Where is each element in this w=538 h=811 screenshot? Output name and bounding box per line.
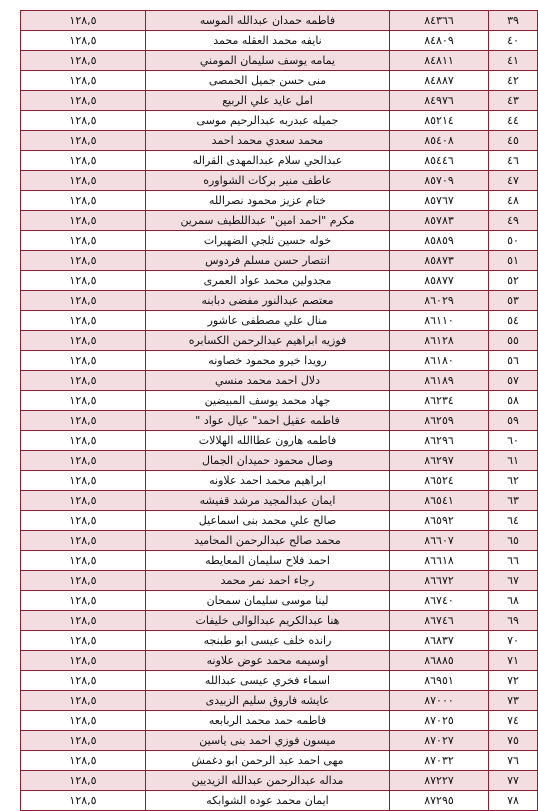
row-score-cell: ١٢٨,٥ (21, 651, 146, 671)
row-score-cell: ١٢٨,٥ (21, 611, 146, 631)
table-row (21, 771, 538, 791)
row-name-cell: مجدولين محمد عواد العمرى (146, 271, 390, 291)
table-row (21, 571, 538, 591)
row-number-cell: ٨٥٤٤٦ (390, 151, 489, 171)
row-sequence-cell: ٥٧ (489, 371, 538, 391)
row-sequence-cell: ٧٢ (489, 671, 538, 691)
row-score-cell: ١٢٨,٥ (21, 531, 146, 551)
row-name-cell: فاطمه عقيل احمد" عيال عواد " (146, 411, 390, 431)
table-row (21, 171, 538, 191)
row-sequence-cell: ٥١ (489, 251, 538, 271)
row-name-cell: ختام عزيز محمود نصرالله (146, 191, 390, 211)
row-number-cell: ٨٥٧٨٣ (390, 211, 489, 231)
row-sequence-cell: ٦٤ (489, 511, 538, 531)
row-name-cell: عايشه فاروق سليم الزبيدى (146, 691, 390, 711)
row-sequence-cell: ٤١ (489, 51, 538, 71)
row-name-cell: جميله عبدربه عبدالرحيم موسى (146, 111, 390, 131)
row-name-cell: ميسون فوزي احمد بنى ياسين (146, 731, 390, 751)
row-name-cell: جهاد محمد يوسف المبيضين (146, 391, 390, 411)
row-score-cell: ١٢٨,٥ (21, 511, 146, 531)
row-name-cell: ايمان عبدالمجيد مرشد قفيشه (146, 491, 390, 511)
row-name-cell: ابراهيم محمد احمد علاونه (146, 471, 390, 491)
row-name-cell: احمد فلاح سليمان المعايطه (146, 551, 390, 571)
row-number-cell: ٨٦٢٥٩ (390, 411, 489, 431)
table-row (21, 431, 538, 451)
row-score-cell: ١٢٨,٥ (21, 691, 146, 711)
row-number-cell: ٨٤٣٦٦ (390, 11, 489, 31)
row-sequence-cell: ٦٥ (489, 531, 538, 551)
row-sequence-cell: ٣٩ (489, 11, 538, 31)
table-row (21, 311, 538, 331)
names-table-body (21, 11, 538, 811)
row-number-cell: ٨٥٨٥٩ (390, 231, 489, 251)
row-number-cell: ٨٦١١٠ (390, 311, 489, 331)
row-number-cell: ٨٦١٨٠ (390, 351, 489, 371)
row-score-cell: ١٢٨,٥ (21, 731, 146, 751)
row-score-cell: ١٢٨,٥ (21, 411, 146, 431)
table-row (21, 211, 538, 231)
row-number-cell: ٨٥٨٧٧ (390, 271, 489, 291)
row-number-cell: ٨٦٨٨٥ (390, 651, 489, 671)
row-number-cell: ٨٦٥٤١ (390, 491, 489, 511)
row-name-cell: محمد صالح عبدالرحمن المحاميد (146, 531, 390, 551)
row-sequence-cell: ٤٧ (489, 171, 538, 191)
row-score-cell: ١٢٨,٥ (21, 491, 146, 511)
row-sequence-cell: ٦٢ (489, 471, 538, 491)
row-number-cell: ٨٦٢٩٧ (390, 451, 489, 471)
table-row (21, 91, 538, 111)
row-score-cell: ١٢٨,٥ (21, 91, 146, 111)
table-row (21, 391, 538, 411)
table-row (21, 671, 538, 691)
table-row (21, 711, 538, 731)
row-sequence-cell: ٤٣ (489, 91, 538, 111)
row-number-cell: ٨٦٥٩٢ (390, 511, 489, 531)
table-row (21, 651, 538, 671)
row-sequence-cell: ٦٦ (489, 551, 538, 571)
row-name-cell: معتصم عبدالنور مفضى دبابنه (146, 291, 390, 311)
row-score-cell: ١٢٨,٥ (21, 571, 146, 591)
row-sequence-cell: ٧٨ (489, 791, 538, 811)
row-number-cell: ٨٧٠٢٧ (390, 731, 489, 751)
row-sequence-cell: ٤٢ (489, 71, 538, 91)
row-name-cell: عبدالحي سلام عبدالمهدى القراله (146, 151, 390, 171)
row-sequence-cell: ٥٣ (489, 291, 538, 311)
row-number-cell: ٨٦٧٤٦ (390, 611, 489, 631)
row-sequence-cell: ٧٥ (489, 731, 538, 751)
table-row (21, 351, 538, 371)
row-sequence-cell: ٧٦ (489, 751, 538, 771)
row-sequence-cell: ٧٠ (489, 631, 538, 651)
row-score-cell: ١٢٨,٥ (21, 191, 146, 211)
row-name-cell: ايمان محمد عوده الشوابكه (146, 791, 390, 811)
row-name-cell: انتصار حسن مسلم فردوس (146, 251, 390, 271)
row-name-cell: رجاء احمد نمر محمد (146, 571, 390, 591)
row-number-cell: ٨٤٨٠٩ (390, 31, 489, 51)
row-name-cell: اوسيمه محمد عوض علاونه (146, 651, 390, 671)
row-number-cell: ٨٧٠٢٥ (390, 711, 489, 731)
table-row (21, 411, 538, 431)
names-table (20, 10, 538, 811)
table-row (21, 591, 538, 611)
table-row (21, 31, 538, 51)
row-name-cell: رانده خلف عيسى ابو طبنجه (146, 631, 390, 651)
row-score-cell: ١٢٨,٥ (21, 371, 146, 391)
row-number-cell: ٨٦١٨٩ (390, 371, 489, 391)
row-sequence-cell: ٥٦ (489, 351, 538, 371)
row-score-cell: ١٢٨,٥ (21, 171, 146, 191)
row-score-cell: ١٢٨,٥ (21, 271, 146, 291)
row-name-cell: دلال احمد محمد منسي (146, 371, 390, 391)
table-row (21, 71, 538, 91)
row-sequence-cell: ٦٣ (489, 491, 538, 511)
row-number-cell: ٨٧٠٣٢ (390, 751, 489, 771)
row-name-cell: وصال محمود حميدان الجمال (146, 451, 390, 471)
row-number-cell: ٨٧٢٢٧ (390, 771, 489, 791)
table-row (21, 291, 538, 311)
table-row (21, 631, 538, 651)
row-number-cell: ٨٤٩٧٦ (390, 91, 489, 111)
row-name-cell: منى حسن جميل الحمصى (146, 71, 390, 91)
row-number-cell: ٨٦٦٠٧ (390, 531, 489, 551)
row-sequence-cell: ٥٠ (489, 231, 538, 251)
table-row (21, 791, 538, 811)
table-row (21, 531, 538, 551)
table-row (21, 491, 538, 511)
row-number-cell: ٨٦١٢٨ (390, 331, 489, 351)
row-number-cell: ٨٤٨٨٧ (390, 71, 489, 91)
row-sequence-cell: ٧٧ (489, 771, 538, 791)
row-name-cell: لينا موسى سليمان سمحان (146, 591, 390, 611)
row-number-cell: ٨٦٥٢٤ (390, 471, 489, 491)
row-sequence-cell: ٦١ (489, 451, 538, 471)
row-sequence-cell: ٤٨ (489, 191, 538, 211)
row-score-cell: ١٢٨,٥ (21, 471, 146, 491)
row-sequence-cell: ٦٠ (489, 431, 538, 451)
row-number-cell: ٨٦٦١٨ (390, 551, 489, 571)
table-row (21, 471, 538, 491)
row-score-cell: ١٢٨,٥ (21, 791, 146, 811)
row-number-cell: ٨٥٧٦٧ (390, 191, 489, 211)
row-name-cell: فاطمه حمد محمد الربابعه (146, 711, 390, 731)
row-name-cell: يمامه يوسف سليمان المومني (146, 51, 390, 71)
row-name-cell: نايفه محمد العقله محمد (146, 31, 390, 51)
row-score-cell: ١٢٨,٥ (21, 351, 146, 371)
row-sequence-cell: ٤٦ (489, 151, 538, 171)
row-name-cell: منال علي مصطفى عاشور (146, 311, 390, 331)
row-score-cell: ١٢٨,٥ (21, 451, 146, 471)
row-sequence-cell: ٥٥ (489, 331, 538, 351)
table-row (21, 611, 538, 631)
row-score-cell: ١٢٨,٥ (21, 291, 146, 311)
table-row (21, 331, 538, 351)
row-number-cell: ٨٦٦٧٢ (390, 571, 489, 591)
row-number-cell: ٨٥٤٠٨ (390, 131, 489, 151)
row-name-cell: مهى احمد عبد الرحمن ابو دغمش (146, 751, 390, 771)
row-sequence-cell: ٧٣ (489, 691, 538, 711)
row-name-cell: محمد سعدي محمد احمد (146, 131, 390, 151)
row-score-cell: ١٢٨,٥ (21, 111, 146, 131)
row-score-cell: ١٢٨,٥ (21, 631, 146, 651)
row-number-cell: ٨٦٧٤٠ (390, 591, 489, 611)
row-score-cell: ١٢٨,٥ (21, 591, 146, 611)
row-sequence-cell: ٥٤ (489, 311, 538, 331)
row-name-cell: مداله عبدالرحمن عبدالله الزيديين (146, 771, 390, 791)
table-row (21, 371, 538, 391)
row-number-cell: ٨٦٠٢٩ (390, 291, 489, 311)
row-number-cell: ٨٥٢١٤ (390, 111, 489, 131)
row-score-cell: ١٢٨,٥ (21, 151, 146, 171)
table-row (21, 51, 538, 71)
row-score-cell: ١٢٨,٥ (21, 311, 146, 331)
row-score-cell: ١٢٨,٥ (21, 251, 146, 271)
table-row (21, 691, 538, 711)
row-number-cell: ٨٦٢٣٤ (390, 391, 489, 411)
row-number-cell: ٨٦٢٩٦ (390, 431, 489, 451)
row-score-cell: ١٢٨,٥ (21, 431, 146, 451)
row-score-cell: ١٢٨,٥ (21, 751, 146, 771)
row-score-cell: ١٢٨,٥ (21, 71, 146, 91)
row-name-cell: فاطمه حمدان عبدالله الموسه (146, 11, 390, 31)
row-sequence-cell: ٦٩ (489, 611, 538, 631)
row-number-cell: ٨٧٢٩٥ (390, 791, 489, 811)
row-sequence-cell: ٤٩ (489, 211, 538, 231)
row-score-cell: ١٢٨,٥ (21, 211, 146, 231)
row-sequence-cell: ٦٧ (489, 571, 538, 591)
row-score-cell: ١٢٨,٥ (21, 391, 146, 411)
table-row (21, 231, 538, 251)
table-row (21, 151, 538, 171)
table-row (21, 751, 538, 771)
row-sequence-cell: ٤٠ (489, 31, 538, 51)
row-name-cell: رويدا خيرو محمود خصاونه (146, 351, 390, 371)
row-score-cell: ١٢٨,٥ (21, 131, 146, 151)
row-name-cell: عاطف منير بركات الشواوره (146, 171, 390, 191)
row-sequence-cell: ٧٤ (489, 711, 538, 731)
row-name-cell: خوله حسين ثلجي الضهيرات (146, 231, 390, 251)
row-sequence-cell: ٤٤ (489, 111, 538, 131)
row-score-cell: ١٢٨,٥ (21, 671, 146, 691)
row-name-cell: هنا عبدالكريم عبدالوالى خليفات (146, 611, 390, 631)
row-score-cell: ١٢٨,٥ (21, 711, 146, 731)
table-row (21, 131, 538, 151)
row-number-cell: ٨٦٨٣٧ (390, 631, 489, 651)
row-number-cell: ٨٤٨١١ (390, 51, 489, 71)
row-number-cell: ٨٦٩٥١ (390, 671, 489, 691)
row-name-cell: صالح علي محمد بنى اسماعيل (146, 511, 390, 531)
row-score-cell: ١٢٨,٥ (21, 331, 146, 351)
table-row (21, 511, 538, 531)
row-name-cell: فاطمه هارون عطاالله الهلالات (146, 431, 390, 451)
row-score-cell: ١٢٨,٥ (21, 11, 146, 31)
table-row (21, 111, 538, 131)
table-row (21, 11, 538, 31)
row-sequence-cell: ٦٨ (489, 591, 538, 611)
row-sequence-cell: ٥٩ (489, 411, 538, 431)
row-name-cell: فوزيه ابراهيم عبدالرحمن الكسابره (146, 331, 390, 351)
table-row (21, 191, 538, 211)
row-score-cell: ١٢٨,٥ (21, 231, 146, 251)
row-name-cell: امل عايد علي الربيع (146, 91, 390, 111)
row-name-cell: اسماء فخري عيسى عبدالله (146, 671, 390, 691)
row-score-cell: ١٢٨,٥ (21, 31, 146, 51)
row-number-cell: ٨٥٧٠٩ (390, 171, 489, 191)
row-score-cell: ١٢٨,٥ (21, 771, 146, 791)
row-number-cell: ٨٥٨٧٣ (390, 251, 489, 271)
row-score-cell: ١٢٨,٥ (21, 551, 146, 571)
table-row (21, 731, 538, 751)
row-sequence-cell: ٤٥ (489, 131, 538, 151)
row-sequence-cell: ٥٢ (489, 271, 538, 291)
row-name-cell: مكرم "احمد امين" عبداللطيف سمرين (146, 211, 390, 231)
table-row (21, 451, 538, 471)
table-row (21, 271, 538, 291)
table-row (21, 551, 538, 571)
row-sequence-cell: ٧١ (489, 651, 538, 671)
row-sequence-cell: ٥٨ (489, 391, 538, 411)
row-number-cell: ٨٧٠٠٠ (390, 691, 489, 711)
table-row (21, 251, 538, 271)
row-score-cell: ١٢٨,٥ (21, 51, 146, 71)
